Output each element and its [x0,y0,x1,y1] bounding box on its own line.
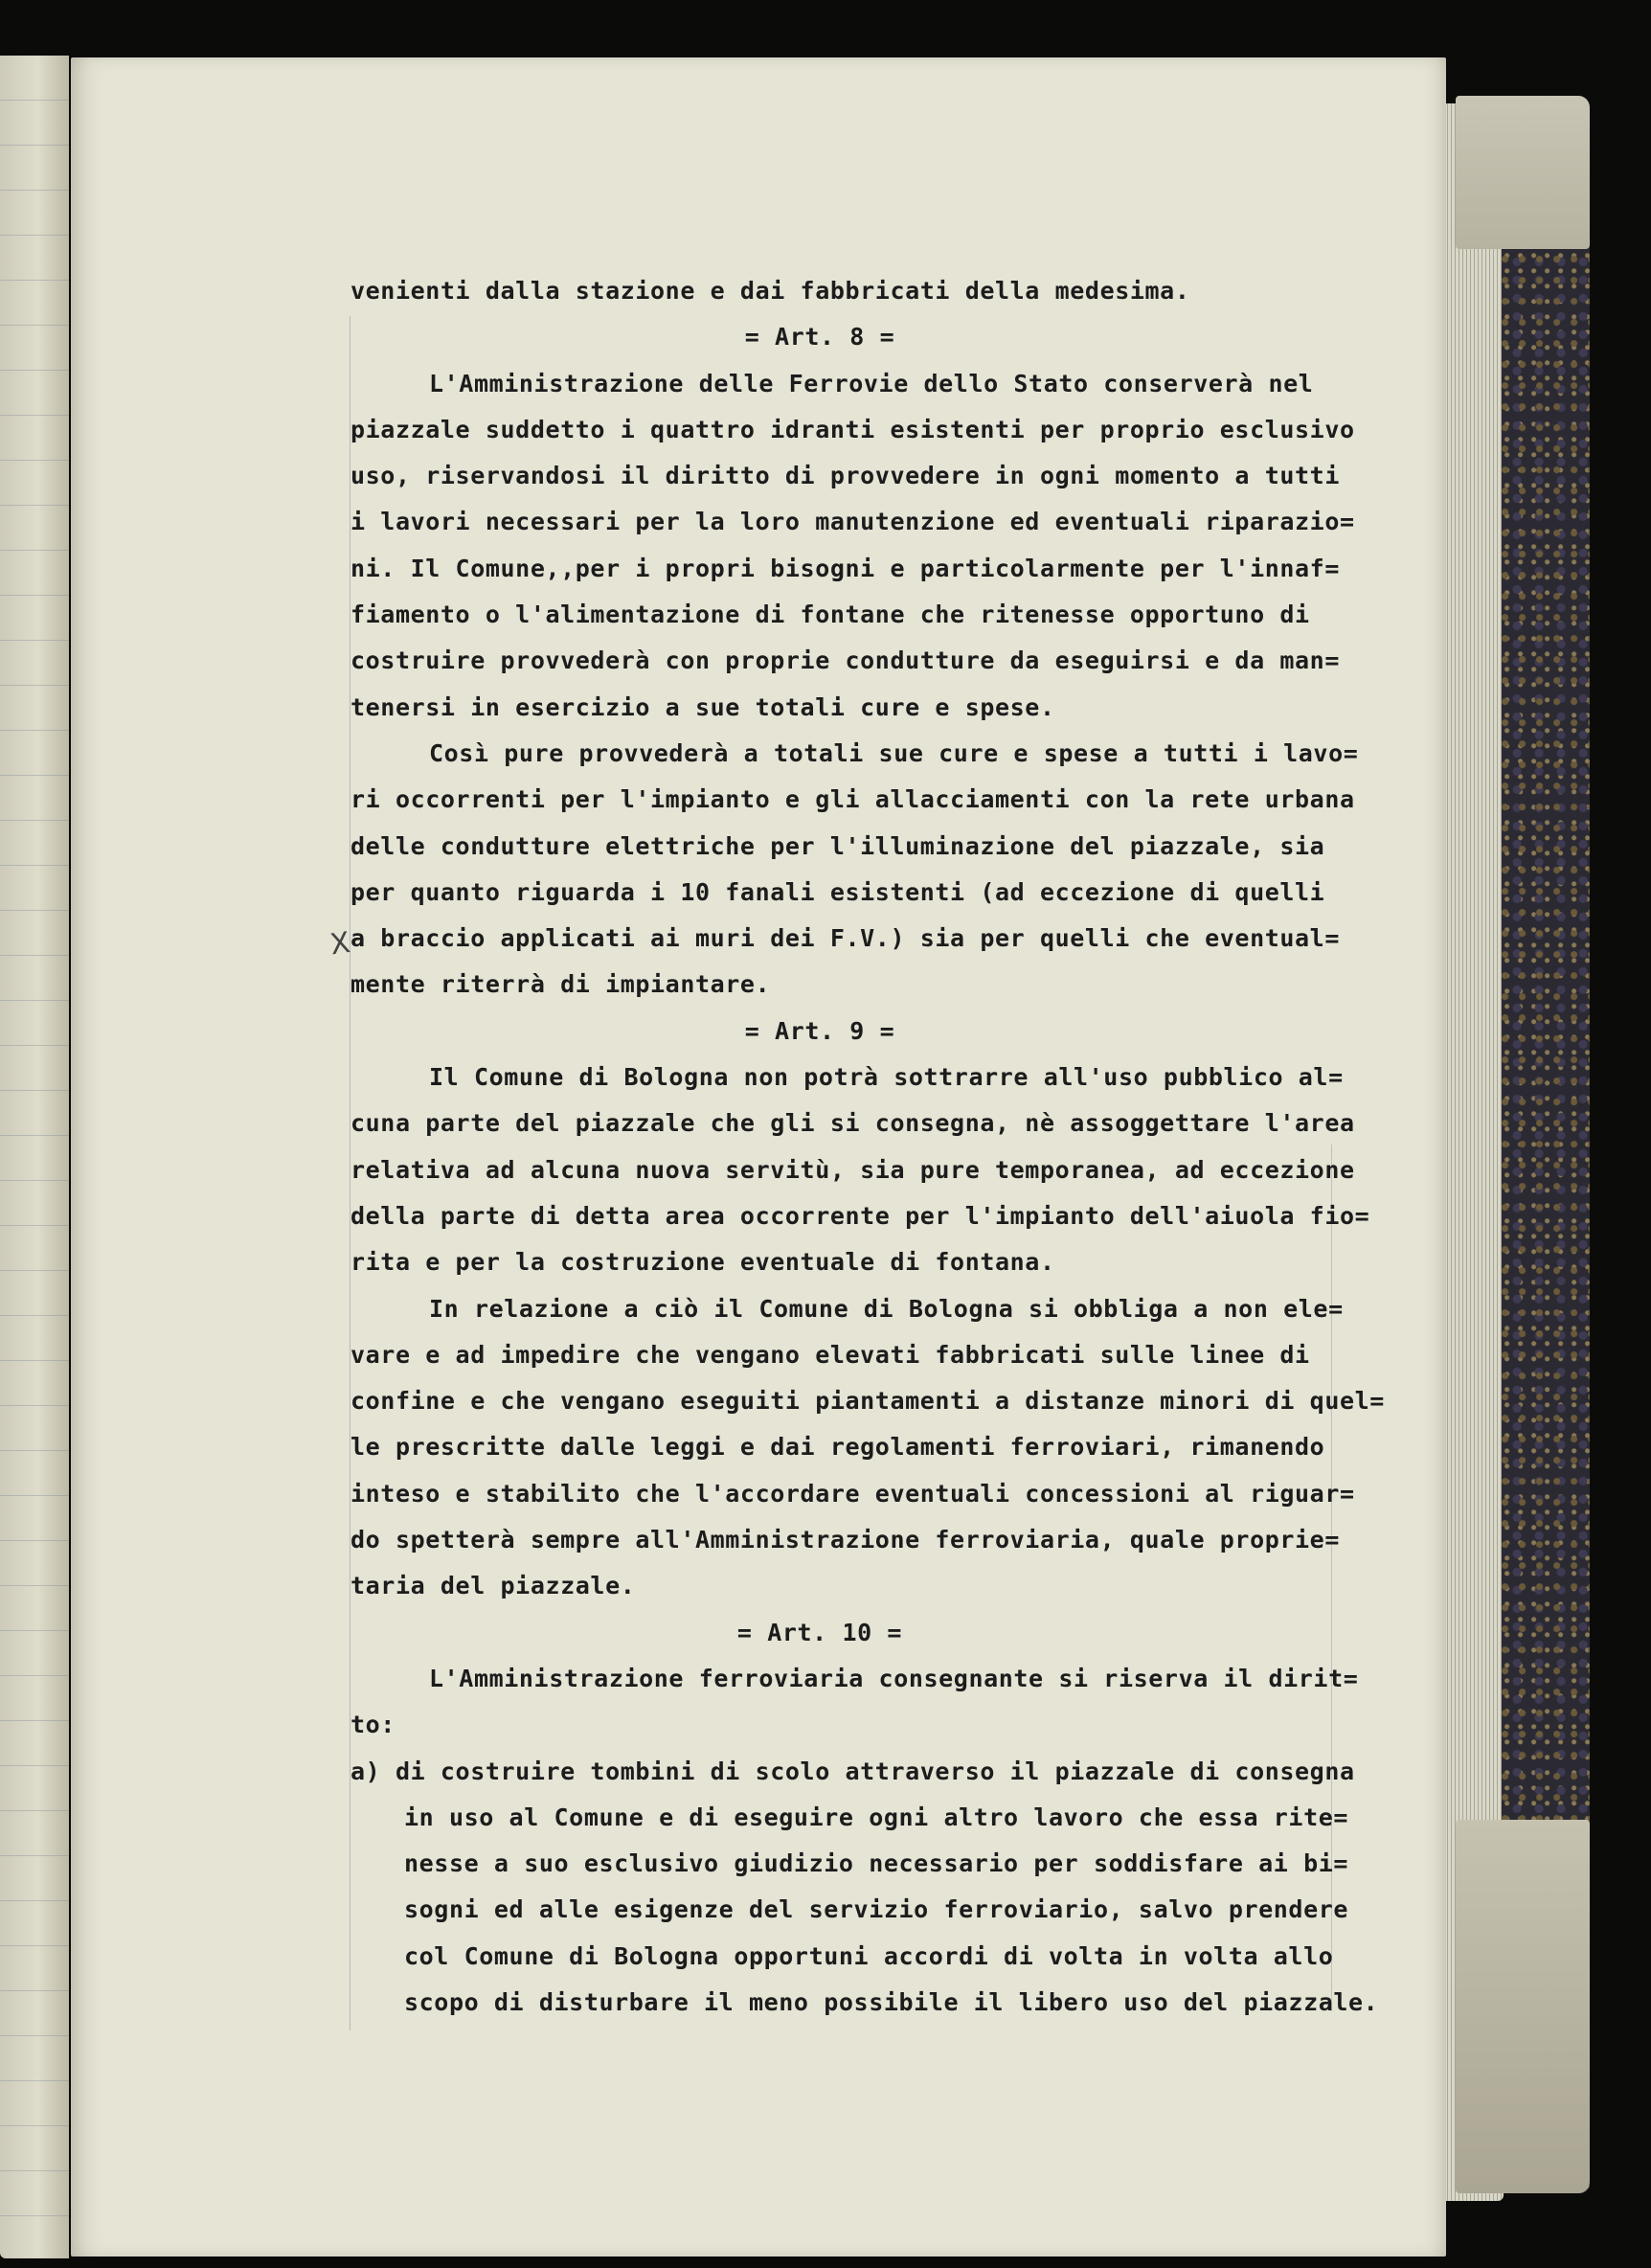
text-line: nesse a suo esclusivo giudizio necessario per soddisfare ai bi= [404,1849,1349,1878]
text-line: Così pure provvederà a totali sue cure e spese a tutti i lavo= [429,738,1359,767]
margin-mark: X [328,925,352,963]
text-line: col Comune di Bologna opportuni accordi di volta in volta allo [404,1941,1334,1970]
text-line: sogni ed alle esigenze del servizio ferroviario, salvo prendere [404,1895,1349,1924]
text-line: i lavori necessari per la loro manutenzione ed eventuali riparazio= [351,508,1355,536]
text-line: to: [351,1711,396,1739]
text-line: Il Comune di Bologna non potrà sottrarre all'uso pubblico al= [429,1063,1344,1092]
text-line: tenersi in esercizio a sue totali cure e spese. [351,692,1055,721]
text-line: relativa ad alcuna nuova servitù, sia pure temporanea, ad eccezione [351,1155,1355,1184]
text-line: a braccio applicati ai muri dei F.V.) sia per quelli che eventual= [351,924,1340,953]
text-line: cuna parte del piazzale che gli si consegna, nè assoggettare l'area [351,1109,1355,1138]
text-line: ni. Il Comune,,per i propri bisogni e particolarmente per l'innaf= [351,554,1340,582]
left-facing-page [0,56,69,2258]
text-line: per quanto riguarda i 10 fanali esistenti (ad eccezione di quelli [351,877,1325,906]
text-line: L'Amministrazione delle Ferrovie dello Stato conserverà nel [429,369,1314,397]
text-line: In relazione a ciò il Comune di Bologna si obbliga a non ele= [429,1294,1344,1323]
cover-corner-bottom [1456,1820,1590,2193]
article-heading: = Art. 8 = [744,323,895,352]
text-line: a) di costruire tombini di scolo attraverso il piazzale di consegna [351,1757,1355,1785]
text-line: L'Amministrazione ferroviaria consegnante si riserva il dirit= [429,1664,1359,1692]
text-line: ri occorrenti per l'impianto e gli allacciamenti con la rete urbana [351,785,1355,814]
text-line: confine e che vengano eseguiti piantamenti a distanze minori di quel= [351,1387,1385,1416]
text-line: scopo di disturbare il meno possibile il libero uso del piazzale. [404,1987,1379,2016]
text-line: venienti dalla stazione e dai fabbricati della medesima. [351,277,1190,305]
text-line: taria del piazzale. [351,1572,636,1600]
text-line: do spetterà sempre all'Amministrazione ferroviaria, quale proprie= [351,1526,1340,1554]
text-line: rita e per la costruzione eventuale di fontana. [351,1248,1055,1277]
text-line: in uso al Comune e di eseguire ogni altro lavoro che essa rite= [404,1803,1349,1831]
text-line: delle condutture elettriche per l'illuminazione del piazzale, sia [351,831,1325,860]
text-line: della parte di detta area occorrente per l'impianto dell'aiuola fio= [351,1201,1370,1230]
text-line: piazzale suddetto i quattro idranti esistenti per proprio esclusivo [351,415,1355,443]
article-heading: = Art. 10 = [736,1618,903,1646]
text-line: uso, riservandosi il diritto di provvedere in ogni momento a tutti [351,462,1340,490]
text-line: costruire provvederà con proprie condutture da eseguirsi e da man= [351,646,1340,675]
text-line: fiamento o l'alimentazione di fontane che ritenesse opportuno di [351,601,1310,629]
cover-corner-top [1456,96,1590,249]
text-line: vare e ad impedire che vengano elevati fabbricati sulle linee di [351,1340,1310,1369]
text-line: inteso e stabilito che l'accordare eventuali concessioni al riguar= [351,1479,1355,1508]
article-heading: = Art. 9 = [744,1016,895,1045]
text-line: mente riterrà di impiantare. [351,970,771,999]
text-line: le prescritte dalle leggi e dai regolamenti ferroviari, rimanendo [351,1433,1325,1462]
document-body [351,268,1385,2026]
